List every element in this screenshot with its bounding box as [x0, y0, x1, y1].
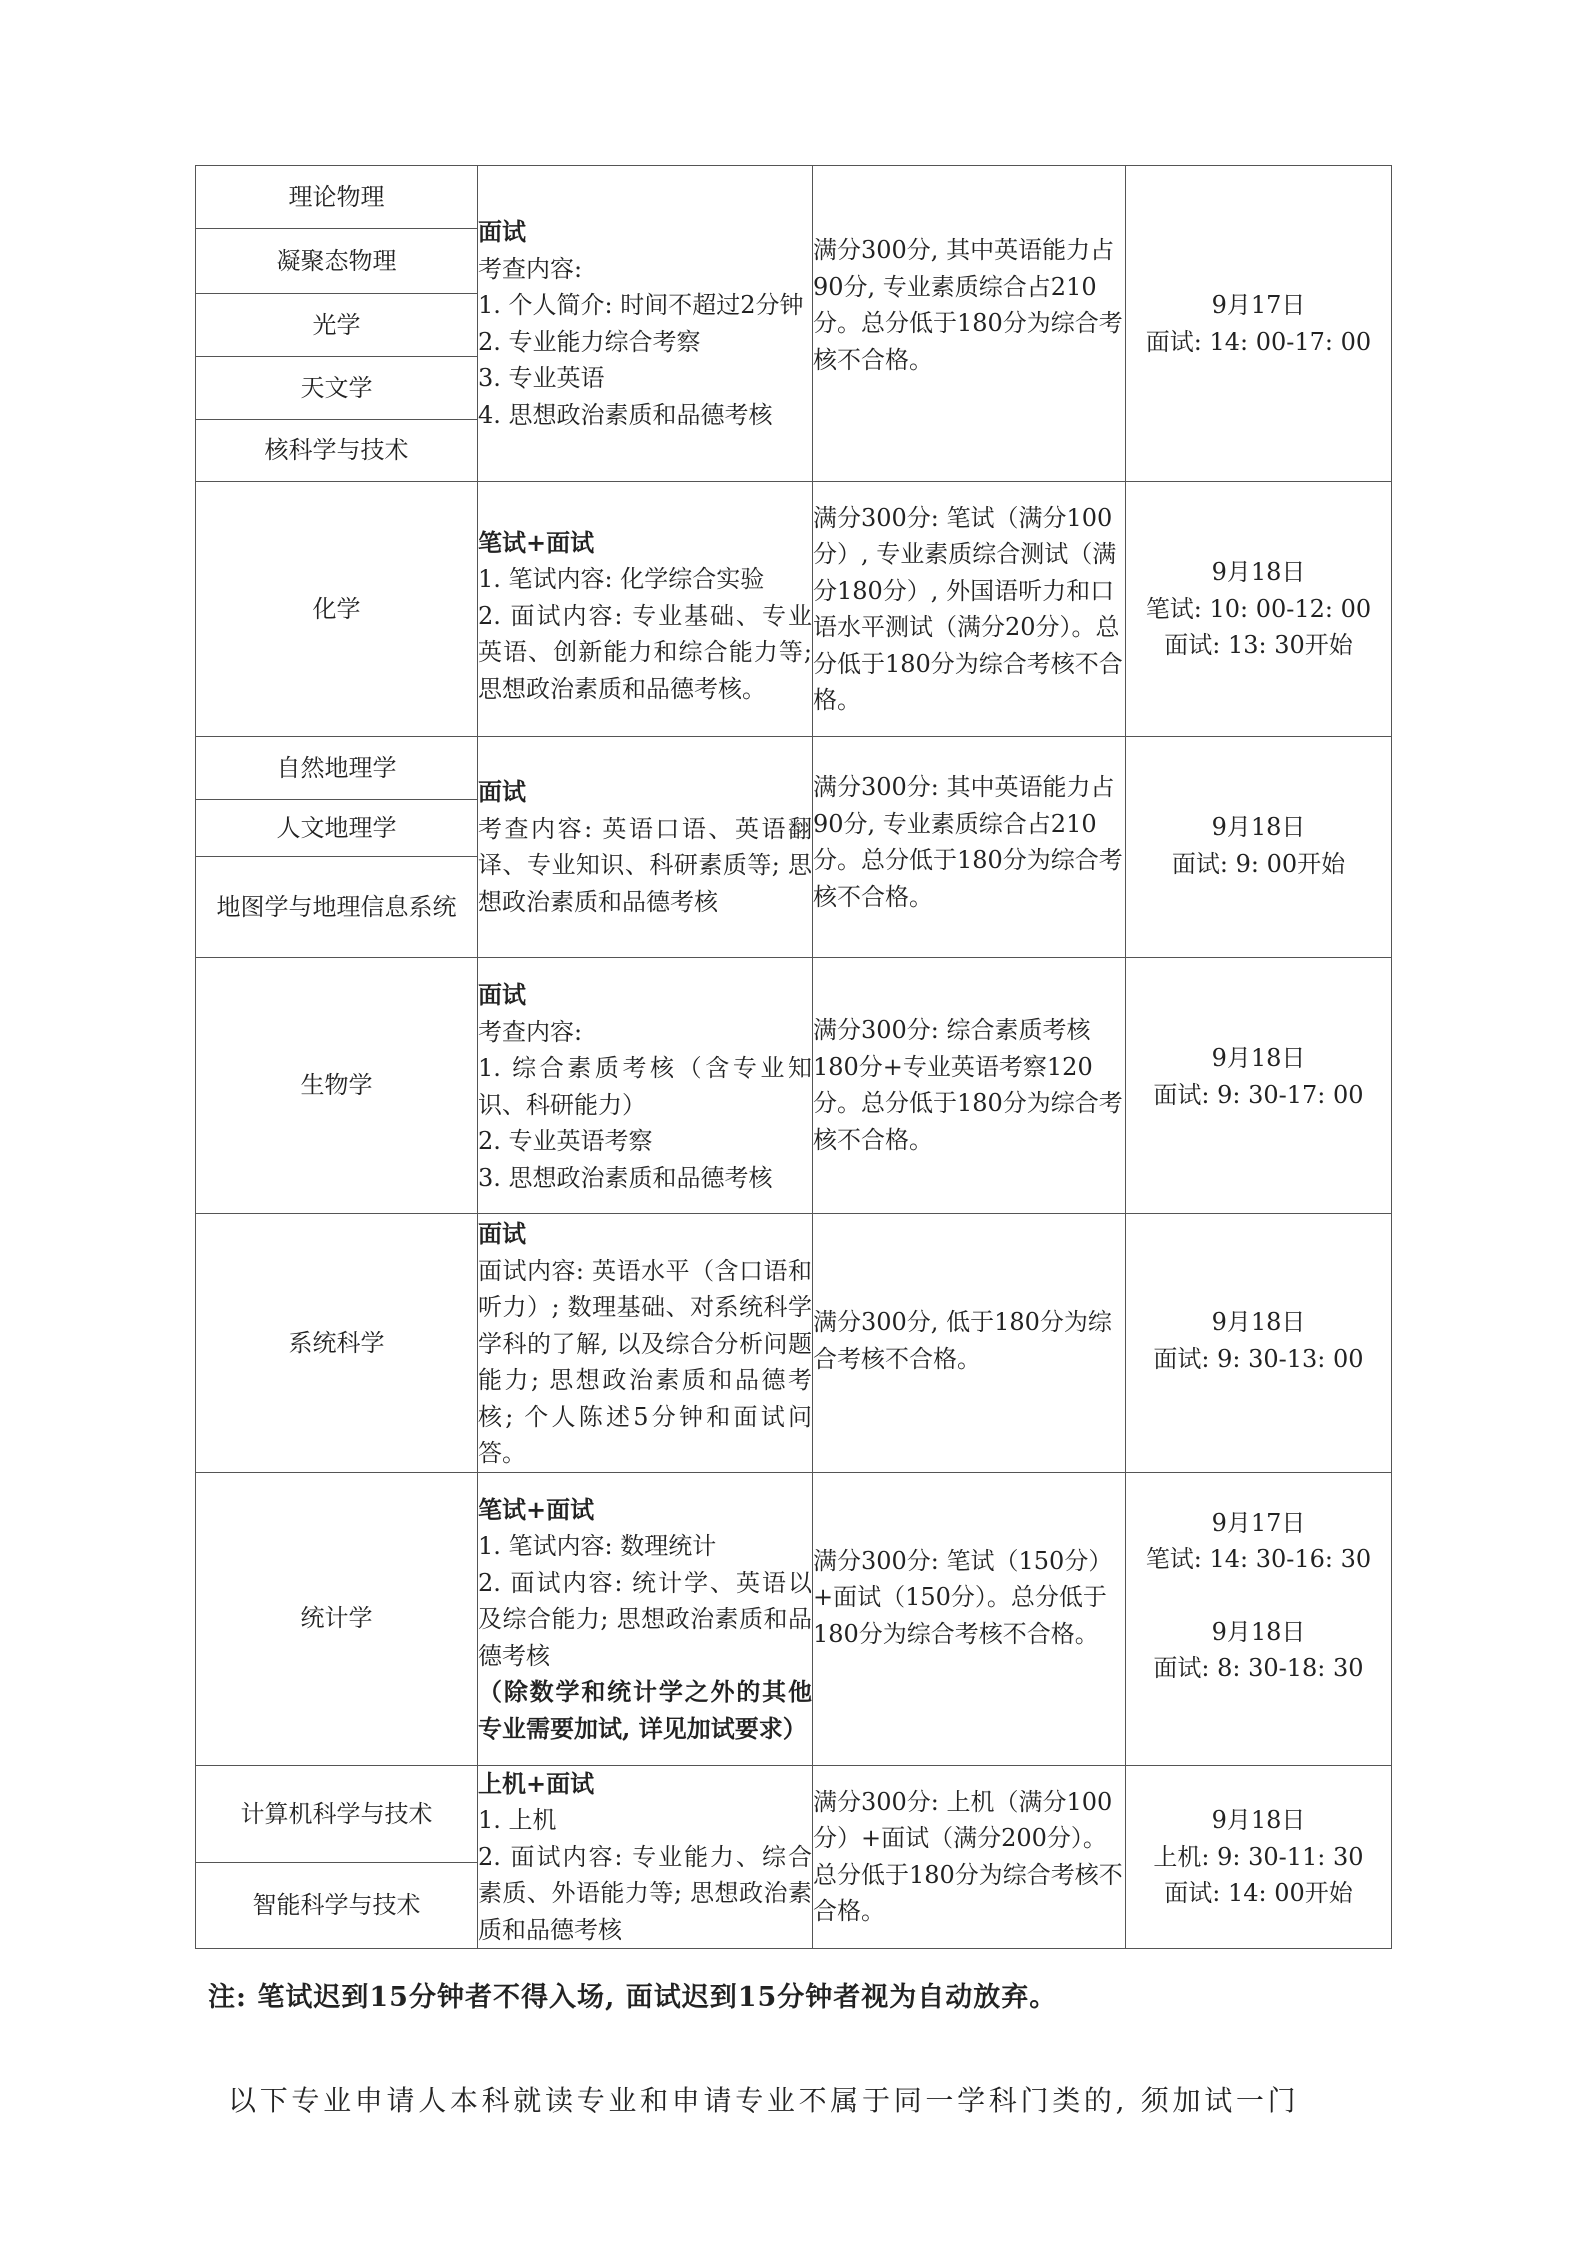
content-line: 1. 上机: [478, 1806, 557, 1834]
subject-name: 化学: [196, 482, 478, 737]
exam-date: 9月18日: [1211, 1806, 1306, 1834]
exam-time: 面试: 13: 30开始: [1164, 631, 1353, 660]
exam-content-cell: [478, 482, 813, 737]
time-cell: [1126, 1765, 1392, 1949]
score-cell: 满分300分: 上机（满分100分）+面试（满分200分）。总分低于180分为综合考核不合格。: [813, 1765, 1126, 1949]
exam-time: 面试: 14: 00开始: [1164, 1879, 1353, 1907]
content-line: 3. 专业英语: [478, 364, 605, 392]
exam-time: 面试: 14: 00-17: 00: [1145, 327, 1372, 356]
exam-content-cell: [478, 1214, 813, 1473]
exam-schedule-table: [195, 165, 1392, 1949]
subject-name: 生物学: [196, 958, 478, 1214]
score-cell: 满分300分: 综合素质考核180分+专业英语考察120分。总分低于180分为综合考核不合格。: [813, 958, 1126, 1214]
exam-mode: 面试: [478, 217, 526, 246]
time-cell: [1126, 958, 1392, 1214]
exam-time: 面试: 8: 30-18: 30: [1153, 1654, 1364, 1682]
exam-time: 面试: 9: 00开始: [1171, 849, 1346, 878]
content-line: 3. 思想政治素质和品德考核: [478, 1163, 773, 1192]
subject-name: 地图学与地理信息系统: [196, 856, 477, 957]
body-paragraph: 以下专业申请人本科就读专业和申请专业不属于同一学科门类的, 须加试一门: [228, 2084, 1300, 2117]
exam-content-cell: [478, 1472, 813, 1765]
exam-time: 面试: 9: 30-17: 00: [1153, 1080, 1364, 1109]
time-cell: [1126, 737, 1392, 958]
exam-mode: 面试: [478, 980, 526, 1009]
subject-name: 系统科学: [196, 1214, 478, 1473]
exam-mode: 面试: [478, 1219, 526, 1248]
subject-name: 人文地理学: [196, 799, 477, 856]
content-line: 考查内容:: [478, 1017, 583, 1046]
subject-name: 核科学与技术: [196, 419, 477, 481]
content-line: 2. 面试内容: 专业能力、综合素质、外语能力等; 思想政治素质和品德考核: [478, 1842, 812, 1944]
content-line: 1. 笔试内容: 数理统计: [478, 1532, 717, 1561]
subject-name: 天文学: [196, 356, 477, 419]
table-row: [196, 958, 1392, 1214]
time-cell: [1126, 166, 1392, 482]
content-line: 1. 笔试内容: 化学综合实验: [478, 565, 765, 594]
table-row: [196, 1214, 1392, 1473]
exam-date: 9月18日: [1211, 1044, 1306, 1072]
content-line: 1. 综合素质考核（含专业知识、科研能力）: [478, 1054, 812, 1119]
exam-mode: 上机+面试: [478, 1768, 595, 1798]
exam-time: 上机: 9: 30-11: 30: [1153, 1842, 1364, 1871]
score-cell: 满分300分: 笔试（150分）+面试（150分）。总分低于180分为综合考核不合格。: [813, 1472, 1126, 1765]
exam-date: 9月18日: [1211, 558, 1306, 587]
table-row: [196, 1765, 1392, 1949]
time-cell: [1126, 1472, 1392, 1765]
exam-content-cell: [478, 737, 813, 958]
exam-content-cell: [478, 958, 813, 1214]
time-cell: [1126, 1214, 1392, 1473]
exam-time: 笔试: 14: 30-16: 30: [1145, 1545, 1372, 1573]
table-row: [196, 482, 1392, 737]
lateness-note: 注: 笔试迟到15分钟者不得入场, 面试迟到15分钟者视为自动放弃。: [208, 1982, 1058, 2013]
exam-mode: 笔试+面试: [478, 527, 595, 557]
subject-cell: [196, 1765, 478, 1949]
subject-name: 统计学: [196, 1472, 478, 1765]
subject-name: 智能科学与技术: [196, 1862, 477, 1947]
subject-name: 光学: [196, 293, 477, 356]
exam-content-cell: [478, 1765, 813, 1949]
content-line: 考查内容: 英语口语、英语翻译、专业知识、科研素质等; 思想政治素质和品德考核: [478, 814, 812, 916]
score-cell: 满分300分, 其中英语能力占90分, 专业素质综合占210分。总分低于180分为综合考核不合格。: [813, 166, 1126, 482]
exam-date: 9月18日: [1211, 813, 1306, 841]
exam-mode: 笔试+面试: [478, 1494, 595, 1524]
content-line: 面试内容: 英语水平（含口语和听力）; 数理基础、对系统科学学科的了解, 以及综合分析问题能力; 思想政治素质和品德考核; 个人陈述5分钟和面试问答。: [478, 1256, 812, 1467]
time-cell: [1126, 482, 1392, 737]
content-line: 4. 思想政治素质和品德考核: [478, 400, 773, 429]
exam-date: 9月17日: [1211, 291, 1306, 319]
score-cell: 满分300分: 其中英语能力占90分, 专业素质综合占210分。总分低于180分为综合考核不合格。: [813, 737, 1126, 958]
content-line: 考查内容:: [478, 254, 583, 283]
exam-date: 9月18日: [1211, 1617, 1306, 1646]
exam-date: 9月17日: [1211, 1508, 1306, 1537]
subject-name: 凝聚态物理: [196, 228, 477, 293]
content-note: （除数学和统计学之外的其他专业需要加试, 详见加试要求）: [478, 1677, 812, 1743]
content-line: 1. 个人简介: 时间不超过2分钟: [478, 291, 804, 319]
content-line: 2. 专业能力综合考察: [478, 327, 701, 356]
score-cell: 满分300分: 笔试（满分100分）, 专业素质综合测试（满分180分）, 外国语听力和口语水平测试（满分20分）。总分低于180分为综合考核不合格。: [813, 482, 1126, 737]
content-line: 2. 专业英语考察: [478, 1127, 653, 1155]
exam-content-cell: [478, 166, 813, 482]
exam-date: 9月18日: [1211, 1308, 1306, 1336]
content-line: 2. 面试内容: 专业基础、专业英语、创新能力和综合能力等; 思想政治素质和品德考核。: [478, 601, 812, 703]
time-spacer: [1126, 1578, 1391, 1614]
subject-name: 理论物理: [288, 182, 385, 211]
score-cell: 满分300分, 低于180分为综合考核不合格。: [813, 1214, 1126, 1473]
subject-cell: [196, 166, 478, 482]
content-line: 2. 面试内容: 统计学、英语以及综合能力; 思想政治素质和品德考核: [478, 1568, 812, 1670]
exam-time: 面试: 9: 30-13: 00: [1153, 1344, 1364, 1373]
subject-name: 自然地理学: [276, 753, 397, 782]
subject-cell: [196, 737, 478, 958]
table-row: [196, 737, 1392, 958]
exam-mode: 面试: [478, 777, 526, 806]
subject-name: 计算机科学与技术: [240, 1800, 433, 1828]
exam-time: 笔试: 10: 00-12: 00: [1145, 594, 1372, 623]
table-row: [196, 1472, 1392, 1765]
table-row: [196, 166, 1392, 482]
